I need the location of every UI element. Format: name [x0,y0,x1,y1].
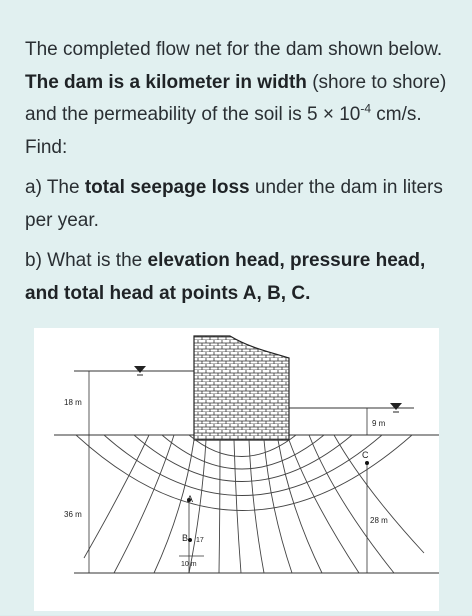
label-36m: 36 m [64,510,82,519]
flow-net-figure [34,328,439,611]
point-b-marker [188,538,192,542]
flow-net-lines [76,435,424,573]
label-point-c: C [362,450,369,460]
label-18m: 18 m [64,398,82,407]
part-a-text-2: under the dam in liters per year. [25,177,443,231]
label-17: 17 [196,537,204,544]
part-b-text: b) What is the [25,250,143,271]
part-b-bold: elevation head, pressure head, and total head at points A, B, C. [25,250,426,304]
problem-text [25,34,455,318]
flow-net-diagram [34,328,439,611]
label-28m: 28 m [370,516,388,525]
intro-text: The completed flow net for the dam shown below. [25,39,443,60]
paragraph-a [25,172,455,237]
intro-text-2: (shore to shore) and the permeability of the soil is 5 × 10 [25,71,447,125]
part-a-text: a) The [25,177,80,198]
label-9m: 9 m [372,419,386,428]
paragraph-intro [25,34,455,164]
label-point-b: B [182,533,189,543]
part-a-bold: total seepage loss [84,177,250,198]
label-point-a: A [187,494,194,504]
intro-bold: The dam is a kilometer in width [25,71,307,93]
paragraph-b [25,245,455,310]
intro-text-3: cm/s. Find: [25,104,422,158]
exponent: -4 [360,101,372,116]
dam-body [194,336,289,440]
point-c-marker [365,461,369,465]
label-10m: 10 m [181,561,197,568]
